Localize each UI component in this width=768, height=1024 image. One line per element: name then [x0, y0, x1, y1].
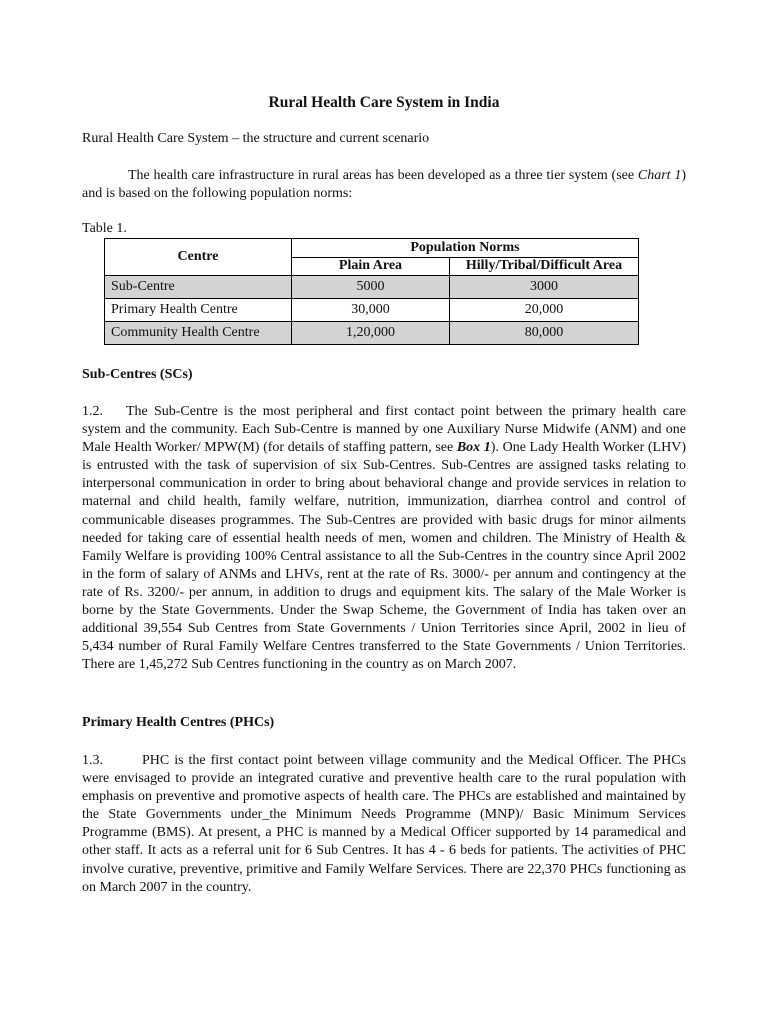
- phc-paragraph: [82, 752, 686, 897]
- column-header-centre: Centre: [105, 239, 292, 276]
- sub-centres-text-a: The Sub-Centre is the most peripheral and first contact point between the primary health care system and the community. Each Sub-Centre is manned by one Auxiliary Nurse Midwife (ANM) and one Male Health Worker/ MPW(M) (for details of staffing pattern, see: [82, 404, 686, 456]
- cell-plain-area: 1,20,000: [292, 322, 450, 345]
- cell-plain-area: 5000: [292, 276, 450, 299]
- population-norms-table: [104, 238, 639, 345]
- table-row: [105, 276, 639, 299]
- document-subtitle: Rural Health Care System – the structure and current scenario: [82, 131, 430, 146]
- intro-paragraph: [82, 167, 686, 203]
- table-row: [105, 322, 639, 345]
- document-title: Rural Health Care System in India: [268, 94, 500, 111]
- cell-centre: Primary Health Centre: [105, 299, 292, 322]
- table-row: [105, 299, 639, 322]
- column-header-hilly-area: Hilly/Tribal/Difficult Area: [450, 257, 639, 276]
- column-header-plain-area: Plain Area: [292, 257, 450, 276]
- cell-hilly-area: 20,000: [450, 299, 639, 322]
- paragraph-number: 1.2.: [82, 404, 103, 419]
- cell-plain-area: 30,000: [292, 299, 450, 322]
- paragraph-number: 1.3.: [82, 753, 103, 768]
- intro-text-part2: ) and is based on the following population norms:: [82, 168, 686, 202]
- cell-centre: Community Health Centre: [105, 322, 292, 345]
- column-header-population-norms: Population Norms: [292, 239, 639, 258]
- table-label: Table 1.: [82, 221, 127, 236]
- cell-hilly-area: 80,000: [450, 322, 639, 345]
- cell-centre: Sub-Centre: [105, 276, 292, 299]
- intro-text-part1: The health care infrastructure in rural areas has been developed as a three tier system (see: [128, 168, 638, 183]
- section-heading-sub-centres: Sub-Centres (SCs): [82, 367, 193, 382]
- cell-hilly-area: 3000: [450, 276, 639, 299]
- phc-text: PHC is the first contact point between village community and the Medical Officer. The PHCs were envisaged to provide an integrated curative and preventive health care to the rural population with emphasis on preventive and promotive aspects of health care. The PHCs are established and maintained by the State Governments under_the Minimum Needs Programme (MNP)/ Basic Minimum Services Programme (BMS). At present, a PHC is manned by a Medical Officer supported by 14 paramedical and other staff. It acts as a referral unit for 6 Sub Centres. It has 4 - 6 beds for patients. The activities of PHC involve curative, preventive, primitive and Family Welfare Services. There are 22,370 PHCs functioning as on March 2007 in the country.: [82, 753, 686, 895]
- box-reference: Box 1: [456, 440, 491, 456]
- section-heading-phcs: Primary Health Centres (PHCs): [82, 715, 275, 730]
- chart-reference: Chart 1: [637, 168, 682, 183]
- sub-centres-text-b: ). One Lady Health Worker (LHV) is entrusted with the task of supervision of six Sub-Centres. Sub-Centres are assigned tasks relating to interpersonal communication in order to bring about behavioral change and provide services in relation to maternal and child health, family welfare, nutrition, immunization, diarrhea control and control of communicable diseases programmes. The Sub-Centres are provided with basic drugs for minor ailments needed for taking care of essential health needs of men, women and children. The Ministry of Health & Family Welfare is providing 100% Central assistance to all the Sub-Centres in the country since April 2002 in the form of salary of ANMs and LHVs, rent at the rate of Rs. 3000/- per annum and contingency at the rate of Rs. 3200/- per annum, in addition to drugs and equipment kits. The salary of the Male Worker is borne by the State Governments. Under the Swap Scheme, the Government of India has taken over an additional 39,554 Sub Centres from State Governments / Union Territories since April, 2002 in lieu of 5,434 number of Rural Family Welfare Centres transferred to the State Governments / Union Territories. There are 1,45,272 Sub Centres functioning in the country as on March 2007.: [82, 440, 686, 673]
- sub-centres-paragraph: [82, 403, 686, 674]
